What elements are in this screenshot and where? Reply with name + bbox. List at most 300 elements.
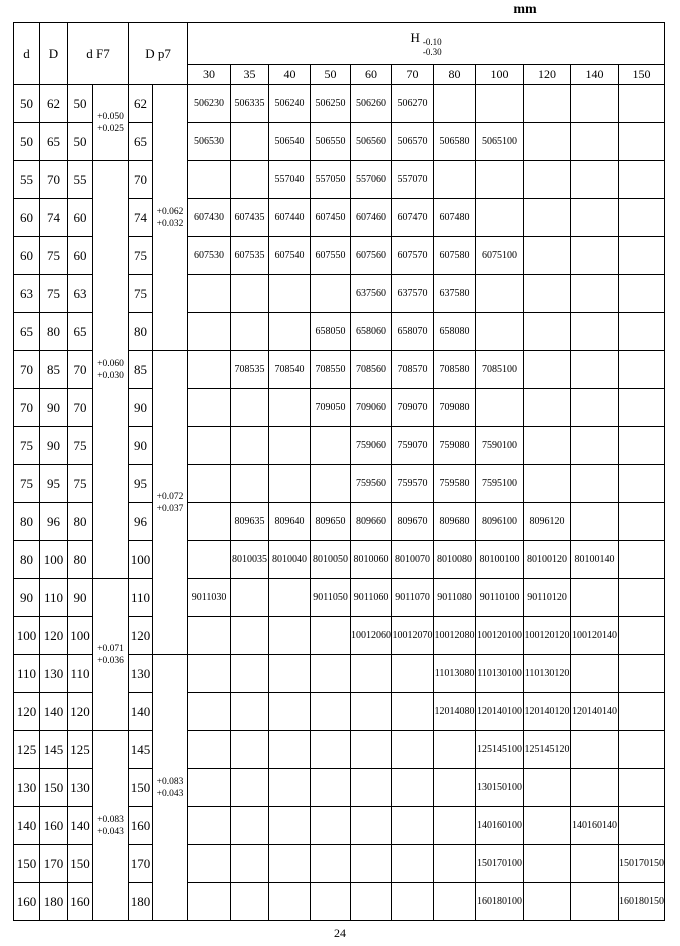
data-cell: 8010070 (392, 541, 434, 579)
tolerance-lower: +0.043 (97, 826, 124, 837)
data-cell (188, 427, 231, 465)
data-cell (476, 85, 524, 123)
data-cell: 7595100 (476, 465, 524, 503)
data-cell: 125145100 (476, 731, 524, 769)
data-cell (231, 693, 269, 731)
tolerance-lower: +0.037 (156, 503, 184, 514)
data-cell: 809635 (231, 503, 269, 541)
data-cell (231, 617, 269, 655)
cell-D: 145 (40, 731, 68, 769)
data-cell (571, 769, 619, 807)
cell-p7-value: 75 (129, 275, 153, 313)
data-cell (619, 769, 665, 807)
cell-d: 50 (14, 123, 40, 161)
cell-D: 90 (40, 389, 68, 427)
cell-p7-value: 65 (129, 123, 153, 161)
data-cell: 110130120 (524, 655, 571, 693)
cell-p7-value: 80 (129, 313, 153, 351)
data-cell: 708570 (392, 351, 434, 389)
data-cell: 8096120 (524, 503, 571, 541)
h-column-header: 100 (476, 65, 524, 85)
cell-f7-value: 75 (68, 465, 93, 503)
col-header-h (188, 23, 665, 65)
data-cell (269, 693, 311, 731)
cell-d: 70 (14, 389, 40, 427)
data-cell (619, 465, 665, 503)
data-cell: 637580 (434, 275, 476, 313)
data-cell (619, 199, 665, 237)
data-cell (231, 465, 269, 503)
cell-p7-value: 170 (129, 845, 153, 883)
data-cell (351, 693, 392, 731)
cell-p7-value: 110 (129, 579, 153, 617)
h-column-header: 35 (231, 65, 269, 85)
data-cell (476, 275, 524, 313)
data-cell: 90110120 (524, 579, 571, 617)
cell-p7-value: 70 (129, 161, 153, 199)
data-cell: 607530 (188, 237, 231, 275)
data-cell (188, 351, 231, 389)
data-cell (231, 731, 269, 769)
table-row (14, 579, 665, 617)
data-cell: 8096100 (476, 503, 524, 541)
data-cell: 607435 (231, 199, 269, 237)
data-cell: 759060 (351, 427, 392, 465)
data-cell: 125145120 (524, 731, 571, 769)
data-cell: 8010080 (434, 541, 476, 579)
data-cell: 506550 (311, 123, 351, 161)
cell-d: 65 (14, 313, 40, 351)
f7-tolerance-cell (93, 579, 129, 731)
cell-d: 55 (14, 161, 40, 199)
data-cell (434, 845, 476, 883)
f7-tolerance-cell (93, 161, 129, 579)
h-column-header: 50 (311, 65, 351, 85)
tolerance-lower: +0.032 (156, 218, 184, 229)
data-cell: 506580 (434, 123, 476, 161)
cell-f7-value: 70 (68, 389, 93, 427)
cell-d: 80 (14, 541, 40, 579)
cell-d: 160 (14, 883, 40, 921)
data-cell (351, 883, 392, 921)
cell-f7-value: 120 (68, 693, 93, 731)
cell-d: 70 (14, 351, 40, 389)
data-cell: 709050 (311, 389, 351, 427)
data-cell: 637560 (351, 275, 392, 313)
h-label: H (410, 30, 420, 45)
cell-f7-value: 160 (68, 883, 93, 921)
data-cell (619, 427, 665, 465)
data-cell (269, 617, 311, 655)
data-cell (619, 123, 665, 161)
data-cell: 506530 (188, 123, 231, 161)
data-cell (311, 693, 351, 731)
data-cell: 506335 (231, 85, 269, 123)
data-cell (231, 579, 269, 617)
cell-d: 63 (14, 275, 40, 313)
data-cell: 658070 (392, 313, 434, 351)
data-cell: 8010060 (351, 541, 392, 579)
data-cell (524, 351, 571, 389)
cell-D: 140 (40, 693, 68, 731)
data-cell (269, 579, 311, 617)
data-cell (619, 503, 665, 541)
data-cell (571, 427, 619, 465)
data-cell: 506230 (188, 85, 231, 123)
data-cell: 7085100 (476, 351, 524, 389)
data-cell: 8010035 (231, 541, 269, 579)
data-cell (524, 161, 571, 199)
data-cell (231, 275, 269, 313)
data-cell (571, 845, 619, 883)
data-cell (434, 731, 476, 769)
data-cell: 607450 (311, 199, 351, 237)
cell-f7-value: 60 (68, 237, 93, 275)
cell-p7-value: 62 (129, 85, 153, 123)
p7-tolerance-cell (153, 655, 188, 921)
data-cell (188, 465, 231, 503)
cell-d: 90 (14, 579, 40, 617)
cell-f7-value: 63 (68, 275, 93, 313)
data-cell (524, 237, 571, 275)
data-cell: 506540 (269, 123, 311, 161)
data-cell: 607540 (269, 237, 311, 275)
data-cell: 9011080 (434, 579, 476, 617)
cell-D: 100 (40, 541, 68, 579)
data-cell: 607480 (434, 199, 476, 237)
data-cell: 809680 (434, 503, 476, 541)
data-cell: 506240 (269, 85, 311, 123)
cell-f7-value: 100 (68, 617, 93, 655)
dimension-table (13, 22, 665, 921)
data-cell: 607470 (392, 199, 434, 237)
h-column-header: 30 (188, 65, 231, 85)
data-cell: 10012060 (351, 617, 392, 655)
data-cell: 506570 (392, 123, 434, 161)
h-column-header: 140 (571, 65, 619, 85)
cell-p7-value: 85 (129, 351, 153, 389)
data-cell (311, 617, 351, 655)
page-number: 24 (334, 926, 346, 940)
data-cell (571, 199, 619, 237)
cell-f7-value: 90 (68, 579, 93, 617)
data-cell: 130150100 (476, 769, 524, 807)
data-cell: 658080 (434, 313, 476, 351)
h-column-header: 70 (392, 65, 434, 85)
cell-p7-value: 130 (129, 655, 153, 693)
cell-D: 75 (40, 275, 68, 313)
data-cell: 809640 (269, 503, 311, 541)
cell-D: 170 (40, 845, 68, 883)
col-header-d: d (14, 23, 40, 85)
data-cell (392, 731, 434, 769)
cell-f7-value: 80 (68, 503, 93, 541)
cell-p7-value: 96 (129, 503, 153, 541)
data-cell (571, 313, 619, 351)
data-cell (188, 541, 231, 579)
data-cell (392, 883, 434, 921)
data-cell (619, 161, 665, 199)
data-cell (524, 845, 571, 883)
data-cell: 9011070 (392, 579, 434, 617)
tolerance-lower: +0.043 (156, 788, 184, 799)
cell-d: 80 (14, 503, 40, 541)
data-cell (392, 845, 434, 883)
cell-f7-value: 140 (68, 807, 93, 845)
cell-p7-value: 95 (129, 465, 153, 503)
cell-p7-value: 100 (129, 541, 153, 579)
data-cell: 759570 (392, 465, 434, 503)
data-cell: 709070 (392, 389, 434, 427)
data-cell (476, 199, 524, 237)
data-cell (269, 427, 311, 465)
cell-D: 180 (40, 883, 68, 921)
data-cell: 607570 (392, 237, 434, 275)
data-cell (231, 655, 269, 693)
data-cell (269, 389, 311, 427)
data-cell (188, 807, 231, 845)
data-cell (351, 655, 392, 693)
cell-D: 65 (40, 123, 68, 161)
cell-d: 130 (14, 769, 40, 807)
data-cell (434, 161, 476, 199)
data-cell (188, 883, 231, 921)
data-cell (476, 389, 524, 427)
data-cell (188, 161, 231, 199)
data-cell: 100120120 (524, 617, 571, 655)
cell-f7-value: 50 (68, 85, 93, 123)
data-cell (619, 579, 665, 617)
cell-f7-value: 50 (68, 123, 93, 161)
data-cell: 759580 (434, 465, 476, 503)
data-cell (524, 465, 571, 503)
h-tolerance-upper: -0.10 (422, 37, 442, 47)
data-cell (619, 617, 665, 655)
data-cell (434, 883, 476, 921)
data-cell: 100120100 (476, 617, 524, 655)
data-cell (571, 503, 619, 541)
data-cell (311, 465, 351, 503)
data-cell: 9011060 (351, 579, 392, 617)
cell-d: 110 (14, 655, 40, 693)
data-cell (524, 883, 571, 921)
h-tolerance-stack (423, 37, 442, 57)
data-cell: 506560 (351, 123, 392, 161)
data-cell (524, 769, 571, 807)
data-cell: 150170100 (476, 845, 524, 883)
cell-D: 75 (40, 237, 68, 275)
col-header-d-f7: d F7 (68, 23, 129, 85)
data-cell (311, 731, 351, 769)
data-cell (188, 769, 231, 807)
data-cell (311, 275, 351, 313)
data-cell: 80100140 (571, 541, 619, 579)
data-cell: 658060 (351, 313, 392, 351)
cell-f7-value: 130 (68, 769, 93, 807)
data-cell: 708560 (351, 351, 392, 389)
data-cell (269, 807, 311, 845)
tolerance-upper: +0.050 (97, 111, 124, 122)
data-cell (188, 617, 231, 655)
h-tolerance-lower: -0.30 (422, 47, 442, 57)
data-cell: 607560 (351, 237, 392, 275)
cell-p7-value: 140 (129, 693, 153, 731)
data-cell: 709060 (351, 389, 392, 427)
data-cell: 809650 (311, 503, 351, 541)
col-header-d-p7: D p7 (129, 23, 188, 85)
table-row (14, 85, 665, 123)
tolerance-lower: +0.025 (97, 123, 124, 134)
data-cell: 759560 (351, 465, 392, 503)
data-cell: 9011050 (311, 579, 351, 617)
data-cell: 11013080 (434, 655, 476, 693)
cell-D: 74 (40, 199, 68, 237)
data-cell (231, 161, 269, 199)
p7-tolerance-cell (153, 85, 188, 351)
data-cell (571, 389, 619, 427)
cell-D: 85 (40, 351, 68, 389)
cell-D: 95 (40, 465, 68, 503)
tolerance-upper: +0.071 (97, 643, 124, 654)
cell-f7-value: 150 (68, 845, 93, 883)
data-cell (571, 883, 619, 921)
f7-tolerance-cell (93, 85, 129, 161)
data-cell (269, 313, 311, 351)
data-cell (392, 655, 434, 693)
data-cell (619, 541, 665, 579)
cell-d: 75 (14, 427, 40, 465)
cell-d: 140 (14, 807, 40, 845)
data-cell: 708550 (311, 351, 351, 389)
unit-label: mm (513, 2, 537, 17)
data-cell (188, 503, 231, 541)
data-cell (524, 807, 571, 845)
cell-d: 120 (14, 693, 40, 731)
data-cell: 150170150 (619, 845, 665, 883)
col-header-cap-d: D (40, 23, 68, 85)
cell-f7-value: 70 (68, 351, 93, 389)
data-cell (231, 389, 269, 427)
data-cell (434, 85, 476, 123)
data-cell (571, 161, 619, 199)
cell-p7-value: 90 (129, 389, 153, 427)
cell-d: 150 (14, 845, 40, 883)
data-cell (571, 351, 619, 389)
data-cell: 607550 (311, 237, 351, 275)
data-cell (524, 123, 571, 161)
data-cell: 759070 (392, 427, 434, 465)
data-cell: 506260 (351, 85, 392, 123)
cell-d: 125 (14, 731, 40, 769)
data-cell (311, 883, 351, 921)
cell-p7-value: 145 (129, 731, 153, 769)
table-row (14, 731, 665, 769)
data-cell (188, 389, 231, 427)
data-cell: 160180150 (619, 883, 665, 921)
data-cell: 809670 (392, 503, 434, 541)
data-cell (524, 85, 571, 123)
data-cell (269, 769, 311, 807)
data-cell (571, 275, 619, 313)
data-cell (571, 123, 619, 161)
data-cell: 759080 (434, 427, 476, 465)
cell-D: 150 (40, 769, 68, 807)
cell-f7-value: 110 (68, 655, 93, 693)
cell-D: 90 (40, 427, 68, 465)
data-cell: 557070 (392, 161, 434, 199)
data-cell: 140160100 (476, 807, 524, 845)
data-cell (571, 731, 619, 769)
data-cell (571, 655, 619, 693)
data-cell (619, 807, 665, 845)
cell-f7-value: 55 (68, 161, 93, 199)
data-cell (188, 313, 231, 351)
data-cell (188, 275, 231, 313)
data-cell: 709080 (434, 389, 476, 427)
h-column-header: 80 (434, 65, 476, 85)
data-cell (524, 199, 571, 237)
f7-tolerance-cell (93, 731, 129, 921)
data-cell: 557060 (351, 161, 392, 199)
tolerance-lower: +0.036 (97, 655, 124, 666)
data-cell (571, 579, 619, 617)
data-cell: 140160140 (571, 807, 619, 845)
data-cell: 120140100 (476, 693, 524, 731)
data-cell (392, 807, 434, 845)
data-cell: 5065100 (476, 123, 524, 161)
data-cell (351, 845, 392, 883)
h-column-header: 120 (524, 65, 571, 85)
data-cell: 607535 (231, 237, 269, 275)
h-column-header: 60 (351, 65, 392, 85)
data-cell: 708535 (231, 351, 269, 389)
cell-D: 80 (40, 313, 68, 351)
data-cell (269, 465, 311, 503)
data-cell (269, 731, 311, 769)
data-cell (231, 845, 269, 883)
data-cell: 708540 (269, 351, 311, 389)
data-cell (188, 693, 231, 731)
data-cell: 9011030 (188, 579, 231, 617)
cell-D: 70 (40, 161, 68, 199)
tolerance-upper: +0.072 (156, 491, 184, 502)
cell-p7-value: 180 (129, 883, 153, 921)
data-cell (619, 313, 665, 351)
data-cell: 637570 (392, 275, 434, 313)
data-cell: 607440 (269, 199, 311, 237)
data-cell (188, 731, 231, 769)
data-cell (619, 655, 665, 693)
data-cell (231, 427, 269, 465)
cell-f7-value: 60 (68, 199, 93, 237)
data-cell (311, 655, 351, 693)
data-cell (619, 389, 665, 427)
data-cell: 708580 (434, 351, 476, 389)
data-cell: 100120140 (571, 617, 619, 655)
data-cell (188, 845, 231, 883)
data-cell (524, 313, 571, 351)
data-cell (269, 883, 311, 921)
data-cell (524, 389, 571, 427)
cell-f7-value: 125 (68, 731, 93, 769)
data-cell (434, 769, 476, 807)
table-row (14, 161, 665, 199)
cell-d: 60 (14, 237, 40, 275)
data-cell: 6075100 (476, 237, 524, 275)
data-cell (476, 313, 524, 351)
data-cell (231, 313, 269, 351)
data-cell: 506270 (392, 85, 434, 123)
